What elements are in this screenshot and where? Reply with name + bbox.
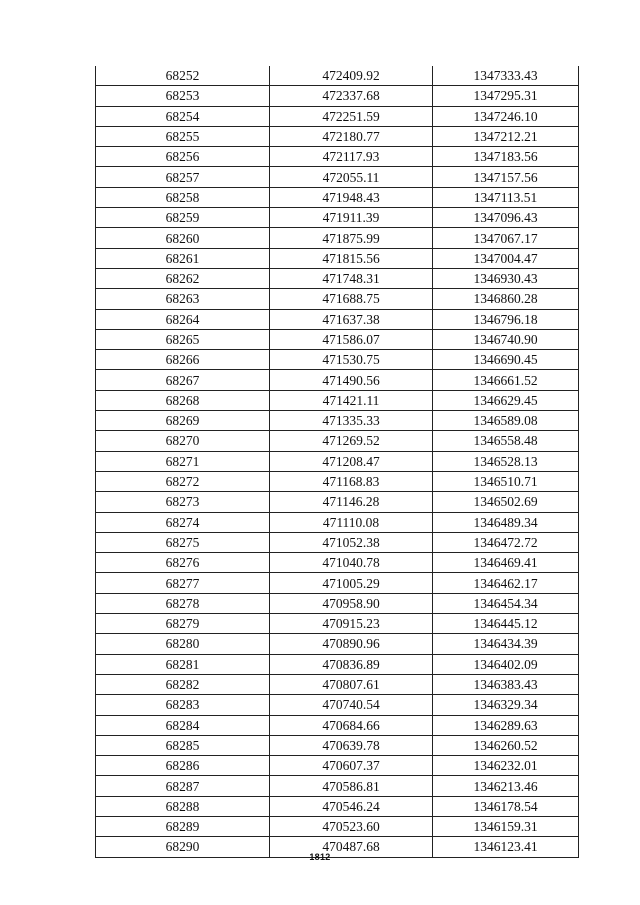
point-id-cell: 68277	[96, 573, 270, 593]
y-coordinate-cell: 1346434.39	[433, 634, 579, 654]
point-id-cell: 68270	[96, 431, 270, 451]
table-row	[96, 471, 579, 491]
x-coordinate-cell: 471005.29	[270, 573, 433, 593]
x-coordinate-cell: 470740.54	[270, 695, 433, 715]
point-id-cell: 68256	[96, 147, 270, 167]
table-row	[96, 248, 579, 268]
table-row	[96, 329, 579, 349]
point-id-cell: 68284	[96, 715, 270, 735]
point-id-cell: 68255	[96, 126, 270, 146]
x-coordinate-cell: 471490.56	[270, 370, 433, 390]
y-coordinate-cell: 1346558.48	[433, 431, 579, 451]
table-row	[96, 370, 579, 390]
y-coordinate-cell: 1347157.56	[433, 167, 579, 187]
y-coordinate-cell: 1346329.34	[433, 695, 579, 715]
point-id-cell: 68268	[96, 390, 270, 410]
y-coordinate-cell: 1346289.63	[433, 715, 579, 735]
y-coordinate-cell: 1346510.71	[433, 471, 579, 491]
point-id-cell: 68282	[96, 674, 270, 694]
y-coordinate-cell: 1346383.43	[433, 674, 579, 694]
point-id-cell: 68257	[96, 167, 270, 187]
x-coordinate-cell: 471335.33	[270, 411, 433, 431]
table-row	[96, 796, 579, 816]
table-row	[96, 654, 579, 674]
table-row	[96, 695, 579, 715]
y-coordinate-cell: 1346796.18	[433, 309, 579, 329]
y-coordinate-cell: 1347212.21	[433, 126, 579, 146]
x-coordinate-cell: 470807.61	[270, 674, 433, 694]
table-row	[96, 634, 579, 654]
point-id-cell: 68252	[96, 66, 270, 86]
point-id-cell: 68274	[96, 512, 270, 532]
y-coordinate-cell: 1347096.43	[433, 208, 579, 228]
y-coordinate-cell: 1347004.47	[433, 248, 579, 268]
x-coordinate-cell: 470546.24	[270, 796, 433, 816]
x-coordinate-cell: 472117.93	[270, 147, 433, 167]
table-row	[96, 268, 579, 288]
table-row	[96, 715, 579, 735]
x-coordinate-cell: 471748.31	[270, 268, 433, 288]
y-coordinate-cell: 1347183.56	[433, 147, 579, 167]
y-coordinate-cell: 1346740.90	[433, 329, 579, 349]
table-row	[96, 167, 579, 187]
x-coordinate-cell: 471208.47	[270, 451, 433, 471]
x-coordinate-cell: 471168.83	[270, 471, 433, 491]
table-row	[96, 776, 579, 796]
x-coordinate-cell: 471875.99	[270, 228, 433, 248]
table-row	[96, 735, 579, 755]
y-coordinate-cell: 1346489.34	[433, 512, 579, 532]
table-row	[96, 126, 579, 146]
x-coordinate-cell: 471530.75	[270, 350, 433, 370]
x-coordinate-cell: 472337.68	[270, 86, 433, 106]
x-coordinate-cell: 471052.38	[270, 532, 433, 552]
point-id-cell: 68283	[96, 695, 270, 715]
point-id-cell: 68263	[96, 289, 270, 309]
point-id-cell: 68281	[96, 654, 270, 674]
point-id-cell: 68279	[96, 614, 270, 634]
x-coordinate-cell: 472251.59	[270, 106, 433, 126]
x-coordinate-cell: 471269.52	[270, 431, 433, 451]
point-id-cell: 68289	[96, 816, 270, 836]
y-coordinate-cell: 1347113.51	[433, 187, 579, 207]
y-coordinate-cell: 1346445.12	[433, 614, 579, 634]
x-coordinate-cell: 470523.60	[270, 816, 433, 836]
point-id-cell: 68266	[96, 350, 270, 370]
table-row	[96, 350, 579, 370]
y-coordinate-cell: 1346469.41	[433, 553, 579, 573]
x-coordinate-cell: 470586.81	[270, 776, 433, 796]
point-id-cell: 68280	[96, 634, 270, 654]
x-coordinate-cell: 472055.11	[270, 167, 433, 187]
point-id-cell: 68275	[96, 532, 270, 552]
table-row	[96, 573, 579, 593]
y-coordinate-cell: 1347295.31	[433, 86, 579, 106]
y-coordinate-cell: 1347246.10	[433, 106, 579, 126]
y-coordinate-cell: 1346860.28	[433, 289, 579, 309]
y-coordinate-cell: 1346629.45	[433, 390, 579, 410]
x-coordinate-cell: 471688.75	[270, 289, 433, 309]
table-row	[96, 106, 579, 126]
table-row	[96, 411, 579, 431]
page-number: 1812	[309, 852, 331, 862]
y-coordinate-cell: 1346123.41	[433, 837, 579, 857]
point-id-cell: 68264	[96, 309, 270, 329]
point-id-cell: 68271	[96, 451, 270, 471]
y-coordinate-cell: 1346930.43	[433, 268, 579, 288]
y-coordinate-cell: 1346159.31	[433, 816, 579, 836]
table-row	[96, 208, 579, 228]
y-coordinate-cell: 1347067.17	[433, 228, 579, 248]
x-coordinate-cell: 472409.92	[270, 66, 433, 86]
table-row	[96, 431, 579, 451]
x-coordinate-cell: 470639.78	[270, 735, 433, 755]
point-id-cell: 68276	[96, 553, 270, 573]
x-coordinate-cell: 471586.07	[270, 329, 433, 349]
table-row	[96, 309, 579, 329]
table-row	[96, 614, 579, 634]
point-id-cell: 68259	[96, 208, 270, 228]
table-row	[96, 86, 579, 106]
table-row	[96, 187, 579, 207]
y-coordinate-cell: 1346502.69	[433, 492, 579, 512]
y-coordinate-cell: 1347333.43	[433, 66, 579, 86]
x-coordinate-cell: 470890.96	[270, 634, 433, 654]
table-row	[96, 512, 579, 532]
table-row	[96, 492, 579, 512]
table-row	[96, 816, 579, 836]
table-row	[96, 390, 579, 410]
y-coordinate-cell: 1346260.52	[433, 735, 579, 755]
x-coordinate-cell: 470958.90	[270, 593, 433, 613]
x-coordinate-cell: 471040.78	[270, 553, 433, 573]
y-coordinate-cell: 1346454.34	[433, 593, 579, 613]
point-id-cell: 68265	[96, 329, 270, 349]
x-coordinate-cell: 472180.77	[270, 126, 433, 146]
x-coordinate-cell: 471110.08	[270, 512, 433, 532]
x-coordinate-cell: 470607.37	[270, 756, 433, 776]
point-id-cell: 68254	[96, 106, 270, 126]
point-id-cell: 68262	[96, 268, 270, 288]
point-id-cell: 68278	[96, 593, 270, 613]
point-id-cell: 68258	[96, 187, 270, 207]
y-coordinate-cell: 1346178.54	[433, 796, 579, 816]
table-row	[96, 66, 579, 86]
point-id-cell: 68272	[96, 471, 270, 491]
x-coordinate-cell: 470487.68	[270, 837, 433, 857]
point-id-cell: 68269	[96, 411, 270, 431]
table-row	[96, 593, 579, 613]
y-coordinate-cell: 1346472.72	[433, 532, 579, 552]
y-coordinate-cell: 1346462.17	[433, 573, 579, 593]
point-id-cell: 68290	[96, 837, 270, 857]
y-coordinate-cell: 1346690.45	[433, 350, 579, 370]
point-id-cell: 68261	[96, 248, 270, 268]
x-coordinate-cell: 470915.23	[270, 614, 433, 634]
x-coordinate-cell: 470684.66	[270, 715, 433, 735]
y-coordinate-cell: 1346589.08	[433, 411, 579, 431]
point-id-cell: 68260	[96, 228, 270, 248]
y-coordinate-cell: 1346402.09	[433, 654, 579, 674]
y-coordinate-cell: 1346213.46	[433, 776, 579, 796]
table-row	[96, 228, 579, 248]
x-coordinate-cell: 470836.89	[270, 654, 433, 674]
y-coordinate-cell: 1346232.01	[433, 756, 579, 776]
x-coordinate-cell: 471911.39	[270, 208, 433, 228]
x-coordinate-cell: 471637.38	[270, 309, 433, 329]
table-row	[96, 532, 579, 552]
point-id-cell: 68253	[96, 86, 270, 106]
table-row	[96, 289, 579, 309]
x-coordinate-cell: 471948.43	[270, 187, 433, 207]
x-coordinate-cell: 471421.11	[270, 390, 433, 410]
point-id-cell: 68267	[96, 370, 270, 390]
point-id-cell: 68286	[96, 756, 270, 776]
x-coordinate-cell: 471146.28	[270, 492, 433, 512]
table-row	[96, 674, 579, 694]
point-id-cell: 68285	[96, 735, 270, 755]
point-id-cell: 68273	[96, 492, 270, 512]
y-coordinate-cell: 1346661.52	[433, 370, 579, 390]
table-row	[96, 553, 579, 573]
coordinates-table	[95, 66, 579, 858]
table-row	[96, 451, 579, 471]
point-id-cell: 68287	[96, 776, 270, 796]
point-id-cell: 68288	[96, 796, 270, 816]
y-coordinate-cell: 1346528.13	[433, 451, 579, 471]
table-row	[96, 147, 579, 167]
x-coordinate-cell: 471815.56	[270, 248, 433, 268]
coordinates-table-body	[96, 66, 579, 857]
table-row	[96, 756, 579, 776]
